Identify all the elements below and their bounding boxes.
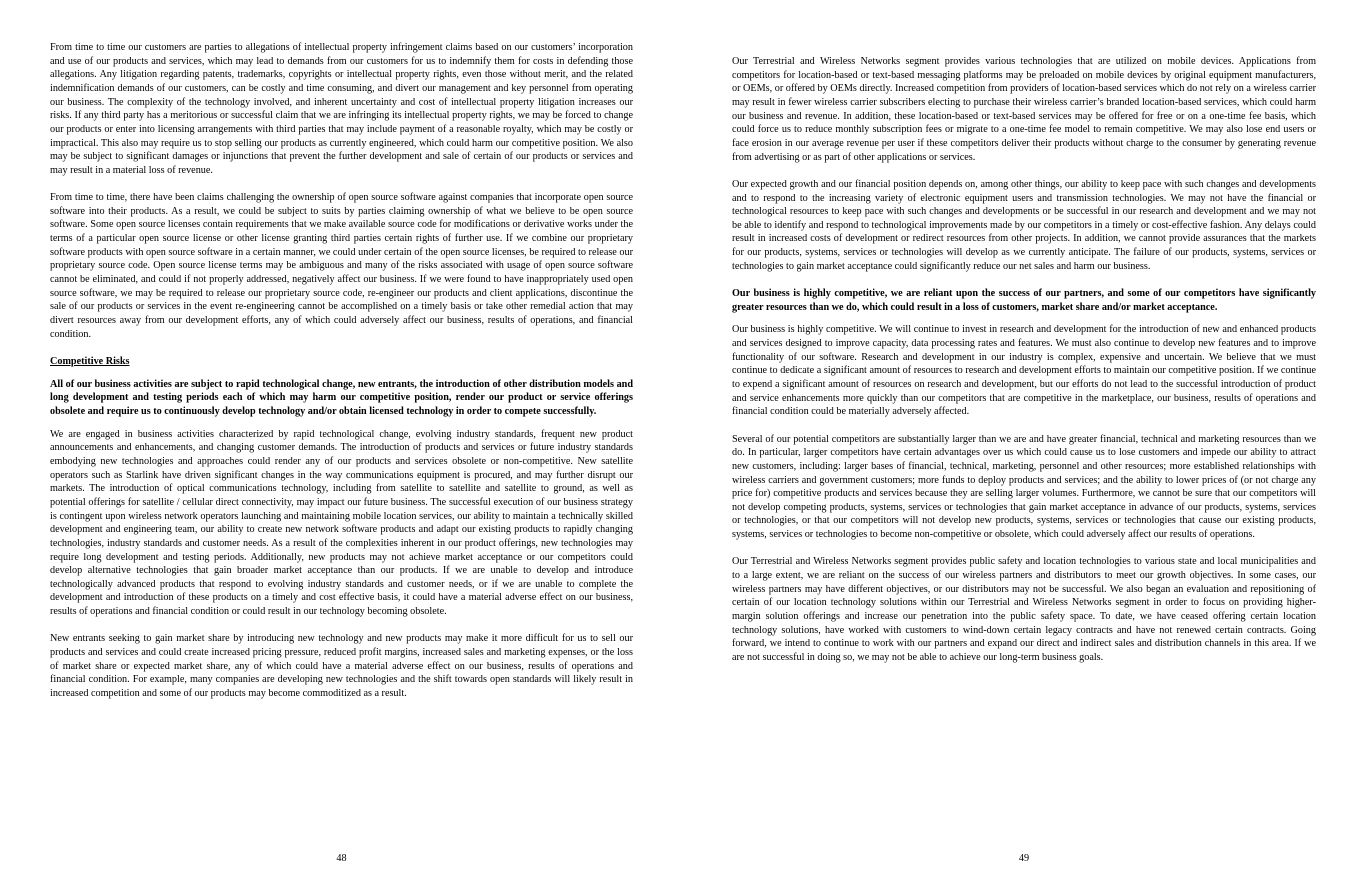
page-right (732, 0, 1316, 889)
paragraph: New entrants seeking to gain market share by introducing new technology and new products may make it more difficult for us to sell our products and services and could create increased pricing pressure, reduced profit margins, increased sales and marketing expenses, or the loss of market share or expected market share, any of which could have a material adverse effect on our business, results of operations and financial condition. For example, many companies are developing new technologies and the shift towards open standards will likely result in increased competition and some of our products may become commoditized as a result. (50, 633, 633, 699)
page-left-content (50, 41, 633, 714)
paragraph: From time to time, there have been claims challenging the ownership of open source software against companies that incorporate open source software into their products. As a result, we could be subject to suits by parties claiming ownership of what we believe to be open source software. Some open source licenses contain requirements that we make available source code for modifications or derivative works under the terms of a particular open source license or other license granting third parties certain rights of further use. If we combine our proprietary software products with open source software in a certain manner, we could under certain of the open source licenses, be required to release our proprietary source code. Open source license terms may be ambiguous and many of the risks associated with usage of open source software cannot be eliminated, and could if not properly addressed, negatively affect our business. If we were found to have inappropriately used open source software, we may be required to release our proprietary source code, re-engineer our products and client applications, discontinue the sale of our products or services in the event re-engineering cannot be accomplished on a timely basis or take other remedial action that may divert resources away from our development efforts, any of which could adversely affect our business, results of operations, and financial condition. (50, 192, 633, 340)
page-right-content (732, 55, 1316, 678)
page-number: 48 (336, 853, 347, 864)
risk-heading: Our business is highly competitive, we are reliant upon the success of our partners, and some of our competitors have significantly greater resources than we do, which could result in a loss of customers, market share and/or market acceptance. (732, 288, 1316, 313)
page-left (50, 0, 633, 889)
paragraph: Our business is highly competitive. We will continue to invest in research and development for the introduction of new and enhanced products and services designed to improve capacity, data processing rates and features. We must also continue to develop new features and to improve functionality of our software. Research and development in our industry is complex, expensive and uncertain. We believe that we must continue to dedicate a significant amount of resources to research and development efforts to maintain our competitive position. If we continue to expend a significant amount of resources on research and development, but our efforts do not lead to the successful introduction of product and service enhancements more quickly than our competitors that are competitive in the marketplace, our business, results of operations and financial condition could be materially adversely affected. (732, 324, 1316, 418)
paragraph: Our Terrestrial and Wireless Networks segment provides various technologies that are utilized on mobile devices. Applications from competitors for location-based or text-based messaging platforms may be preloaded on mobile devices by original equipment manufacturers, or OEMs, or offered by OEMs directly. Increased competition from providers of location-based services which do not rely on a wireless carrier may result in fewer wireless carrier subscribers electing to purchase their wireless carrier’s branded location-based services, which could harm our business and revenue. In addition, these location-based or text-based services may be offered for free or on a one-time fee basis, which could force us to reduce monthly subscription fees or migrate to a one-time fee model to remain competitive. We may also lose end users or face erosion in our average revenue per user if these competitors deliver their products without charge to the consumer by generating revenue from advertising or as part of other applications or services. (732, 56, 1316, 163)
section-heading: Competitive Risks (50, 355, 130, 367)
page-number: 49 (1018, 853, 1030, 864)
paragraph: From time to time our customers are parties to allegations of intellectual property infringement claims based on our customers’ incorporation and use of our products and services, which may lead to demands from our customers for us to indemnify them for costs in defending those allegations. Any litigation regarding patents, trademarks, copyrights or intellectual property rights, even those without merit, and the related indemnification demands of our customers, can be costly and time consuming, and divert our management and key personnel from operating our business. The complexity of the technology involved, and inherent uncertainty and cost of intellectual property litigation increases our risks. If any third party has a meritorious or successful claim that we are infringing its intellectual property rights, we may be forced to change our products or enter into licensing arrangements with third parties that may include payment of a reasonable royalty, which may be costly or impractical. This also may require us to stop selling our products as currently engineered, which could harm our competitive position. We also may be subject to significant damages or injunctions that prevent the further development and sale of certain of our products or services and may result in a material loss of revenue. (50, 42, 633, 176)
paragraph: We are engaged in business activities characterized by rapid technological change, evolving industry standards, frequent new product announcements and enhancements, and changing customer demands. The introduction of products and services or future industry standards embodying new technologies and approaches could render any of our products and services obsolete or non-competitive. New satellite operators such as Starlink have driven significant changes in the way communications equipment is procured, and may further disrupt our markets. The introduction of optical communications technology, including from satellite to satellite and satellite to ground, as well as potential offerings for satellite / cellular direct connectivity, may impact our future business. The successful execution of our business strategy is contingent upon wireless network operators launching and maintaining mobile location services, our ability to maintain a technically skilled development and engineering team, our ability to create new network software products and adapt our existing products to rapidly changing technologies, industry standards and customer needs. As a result of the complexities inherent in our product offerings, new technologies may require long development and testing periods. Additionally, new products may not achieve market acceptance or our competitors could develop alternative technologies that gain broader market acceptance than our products. If we are unable to develop and introduce technologically advanced products that respond to evolving industry standards and customer needs, or if we are unable to complete the development and introduction of these products on a timely and cost effective basis, it could have a material adverse effect on our business, results of operations and financial condition or could result in our technology becoming obsolete. (50, 428, 633, 618)
risk-heading: All of our business activities are subject to rapid technological change, new entrants, the introduction of other distribution models and long development and testing periods each of which may harm our competitive position, render our product or service offerings obsolete and require us to continuously develop technology and/or obtain licensed technology in order to compete successfully. (50, 378, 633, 417)
paragraph: Our Terrestrial and Wireless Networks segment provides public safety and location technologies to various state and local municipalities and to a large extent, we are reliant on the success of our wireless partners and distributors to meet our growth objectives. In some cases, our wireless partners may have different objectives, or our distributors may not be successful. We also began an evaluation and repositioning of certain of our location technology solutions within our Terrestrial and Wireless Networks segment in order to focus on providing higher-margin solution offerings and increase our penetration into the public safety space. To date, we have ceased offering certain location technology solutions, have worked with customers to wind-down certain legacy contracts and have not renewed certain contracts. Going forward, we intend to continue to work with our partners and expand our direct and indirect sales and distribution channels in this area. If we are not successful in doing so, we may not be able to achieve our long-term business goals. (732, 556, 1316, 663)
paragraph: Several of our potential competitors are substantially larger than we are and have greater financial, technical and marketing resources than we do. In particular, larger competitors have certain advantages over us which could cause us to lose customers and impede our ability to attract new customers, including: larger bases of financial, technical, marketing, personnel and other resources; more established relationships with wireless carriers and government customers; more funds to deploy products and services; and the ability to lower prices of (or not charge any price for) competitive products and services because they are selling larger volumes. Furthermore, we cannot be sure that our competitors will not develop competing products, systems, services or technologies that gain market acceptance in advance of our products, systems, services or technologies, or that our competitors will not develop new products, systems, services or technologies that cause our existing products, systems, services or technologies to become non-competitive or obsolete, which could adversely affect our results of operations. (732, 433, 1316, 541)
paragraph: Our expected growth and our financial position depends on, among other things, our ability to keep pace with such changes and developments and to respond to the increasing variety of electronic equipment users and transmission technologies. We may not have the financial or technological resources to keep pace with such changes and developments or be successful in our research and development and we may not be able to identify and respond to technological improvements made by our competitors in a timely or cost-effective fashion. Any delays could result in increased costs of development or redirect resources from other projects. In addition, we cannot provide assurances that the markets for our products, systems, services or technologies will develop as we currently anticipate. The failure of our products, systems, services or technologies to gain market acceptance could significantly reduce our net sales and harm our business. (732, 178, 1316, 272)
